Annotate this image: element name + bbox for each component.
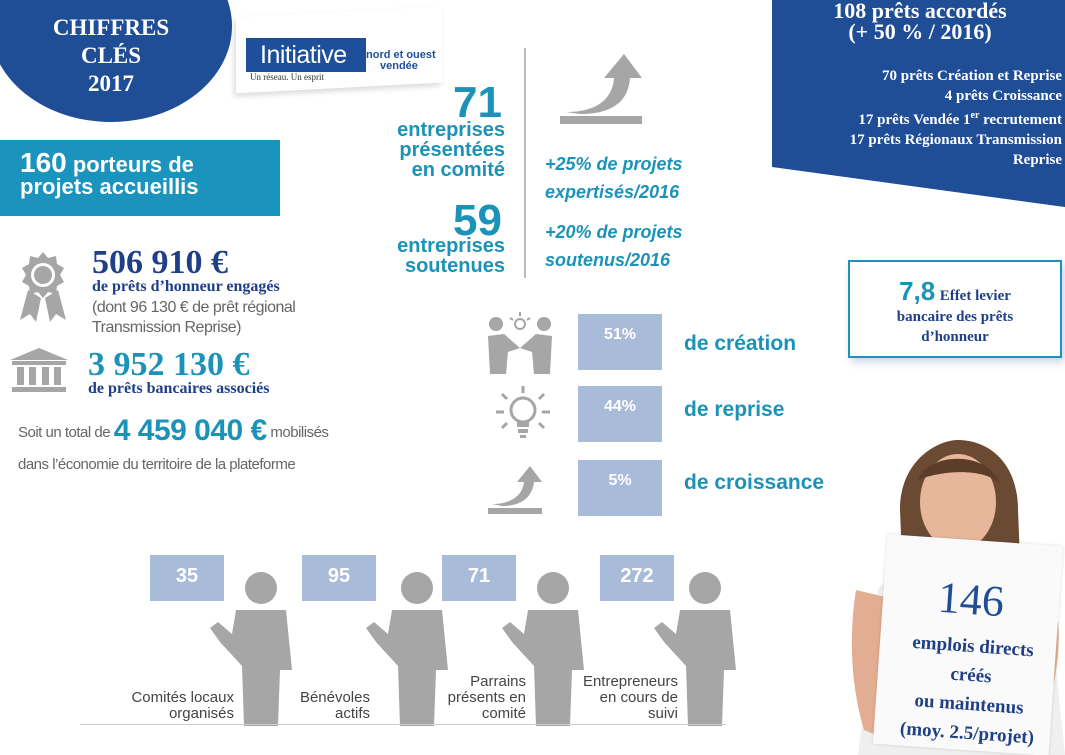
growth-arrow-icon bbox=[560, 52, 644, 128]
prets-list bbox=[780, 66, 1062, 170]
circle-line-2: CLÉS bbox=[80, 43, 142, 68]
porteurs-line-1: porteurs de bbox=[72, 152, 194, 177]
pct-reprise: 44% bbox=[578, 386, 662, 442]
presented-line-3: en comité bbox=[411, 159, 505, 181]
honneur-note: (dont 96 130 € de prêt régional Transmission Reprise) bbox=[92, 299, 296, 336]
porteurs-number: 160 bbox=[20, 147, 67, 178]
key-figures-circle bbox=[0, 0, 232, 122]
bank-icon bbox=[10, 348, 68, 394]
prets-title-line-1: 108 prêts accordés bbox=[833, 0, 1007, 23]
supported-line-2: soutenues bbox=[404, 255, 505, 277]
total-line-2: dans l’économie du territoire de la plateforme bbox=[18, 456, 296, 473]
emplois-line-1: emplois directs bbox=[911, 631, 1035, 662]
pct-creation: 51% bbox=[578, 314, 662, 370]
prets-title bbox=[790, 0, 1050, 42]
honneur-amount: 506 910 € bbox=[92, 244, 228, 281]
emplois-line-4: (moy. 2.5/projet) bbox=[899, 718, 1035, 749]
supported-line-1: entreprises bbox=[397, 235, 505, 257]
prets-vendee-sup: er bbox=[970, 110, 980, 121]
presented-line-1: entreprises bbox=[397, 119, 505, 141]
levier-line-2: bancaire des prêts bbox=[896, 309, 1014, 325]
growth1-line-2: expertisés/2016 bbox=[545, 182, 680, 202]
prets-item-creation: 70 prêts Création et Reprise bbox=[882, 68, 1062, 84]
parrains-line-2: présents en bbox=[447, 689, 526, 706]
entrepreneurs-line-3: suivi bbox=[647, 705, 678, 722]
logo-tagline: Un réseau. Un esprit bbox=[250, 72, 324, 82]
handshake-icon bbox=[486, 312, 554, 374]
circle-line-3: 2017 bbox=[88, 71, 134, 96]
benevoles-line-1: Bénévoles bbox=[299, 689, 370, 706]
entrepreneurs-line-1: Entrepreneurs bbox=[582, 673, 678, 690]
pct-reprise-label: de reprise bbox=[684, 398, 785, 421]
logo-wordmark: Initiative bbox=[246, 38, 366, 72]
porteurs-text bbox=[20, 147, 199, 199]
growth-small-icon bbox=[488, 464, 544, 516]
benevoles-line-2: actifs bbox=[334, 705, 370, 722]
honneur-label: de prêts d’honneur engagés bbox=[92, 278, 280, 295]
medal-icon bbox=[14, 250, 72, 322]
growth-expertises bbox=[545, 150, 683, 206]
prets-item-regionaux-cont: Reprise bbox=[1012, 152, 1062, 168]
prets-item-regionaux: 17 prêts Régionaux Transmission bbox=[849, 132, 1062, 148]
entrepreneurs-count: 272 bbox=[600, 555, 674, 601]
parrains-line-3: comité bbox=[481, 705, 526, 722]
prets-item-vendee bbox=[780, 106, 1062, 130]
porteurs-line-2: projets accueillis bbox=[20, 174, 199, 199]
emplois-line-3: ou maintenus bbox=[913, 690, 1025, 719]
pct-croissance-label: de croissance bbox=[684, 471, 825, 494]
total-amount: 4 459 040 € bbox=[113, 414, 267, 447]
prets-item-croissance: 4 prêts Croissance bbox=[944, 88, 1062, 104]
comites-count: 35 bbox=[150, 555, 224, 601]
parrains-line-1: Parrains bbox=[470, 673, 526, 690]
bottom-rule bbox=[80, 724, 726, 725]
presented-label bbox=[345, 120, 505, 180]
logo-side-line-1: nord et ouest bbox=[366, 49, 436, 61]
parrains-label bbox=[420, 674, 526, 722]
levier-rest bbox=[850, 307, 1060, 347]
logo-side-text bbox=[366, 50, 436, 72]
growth2-line-2: soutenus/2016 bbox=[545, 250, 671, 270]
prets-vendee-a: 17 prêts Vendée 1 bbox=[858, 112, 971, 128]
benevoles-label bbox=[270, 690, 370, 722]
comites-label bbox=[100, 690, 234, 722]
lightbulb-icon bbox=[494, 384, 552, 444]
emplois-number: 146 bbox=[936, 572, 1006, 627]
growth2-line-1: +20% de projets bbox=[545, 222, 683, 242]
total-prefix: Soit un total de bbox=[18, 424, 111, 441]
emplois-line-2: créés bbox=[949, 663, 993, 688]
logo-side-line-2: vendée bbox=[380, 60, 418, 72]
prets-vendee-b: recrutement bbox=[979, 112, 1062, 128]
benevoles-count: 95 bbox=[302, 555, 376, 601]
entrepreneurs-line-2: en cours de bbox=[599, 689, 678, 706]
bancaires-label: de prêts bancaires associés bbox=[88, 380, 270, 397]
middle-divider bbox=[524, 48, 526, 278]
pct-creation-label: de création bbox=[684, 332, 797, 355]
entrepreneurs-label bbox=[560, 674, 678, 722]
bancaires-amount: 3 952 130 € bbox=[88, 346, 250, 383]
presented-line-2: présentées bbox=[399, 139, 505, 161]
comites-line-1: Comités locaux bbox=[131, 689, 234, 706]
total-line bbox=[18, 414, 328, 448]
levier-number: 7,8 bbox=[899, 276, 936, 306]
circle-line-1: CHIFFRES bbox=[52, 15, 170, 40]
prets-title-line-2: (+ 50 % / 2016) bbox=[848, 19, 992, 44]
presented-number: 71 bbox=[453, 78, 502, 127]
parrains-count: 71 bbox=[442, 555, 516, 601]
levier-line-3: d’honneur bbox=[921, 329, 989, 345]
supported-label bbox=[345, 236, 505, 276]
growth-soutenus bbox=[545, 218, 683, 274]
supported-number: 59 bbox=[453, 196, 502, 245]
levier-box bbox=[848, 260, 1062, 358]
levier-first: Effet levier bbox=[939, 288, 1011, 304]
pct-croissance: 5% bbox=[578, 460, 662, 516]
total-suffix: mobilisés bbox=[270, 424, 329, 441]
emplois-label bbox=[876, 626, 1064, 754]
comites-line-2: organisés bbox=[168, 705, 234, 722]
growth1-line-1: +25% de projets bbox=[545, 154, 683, 174]
